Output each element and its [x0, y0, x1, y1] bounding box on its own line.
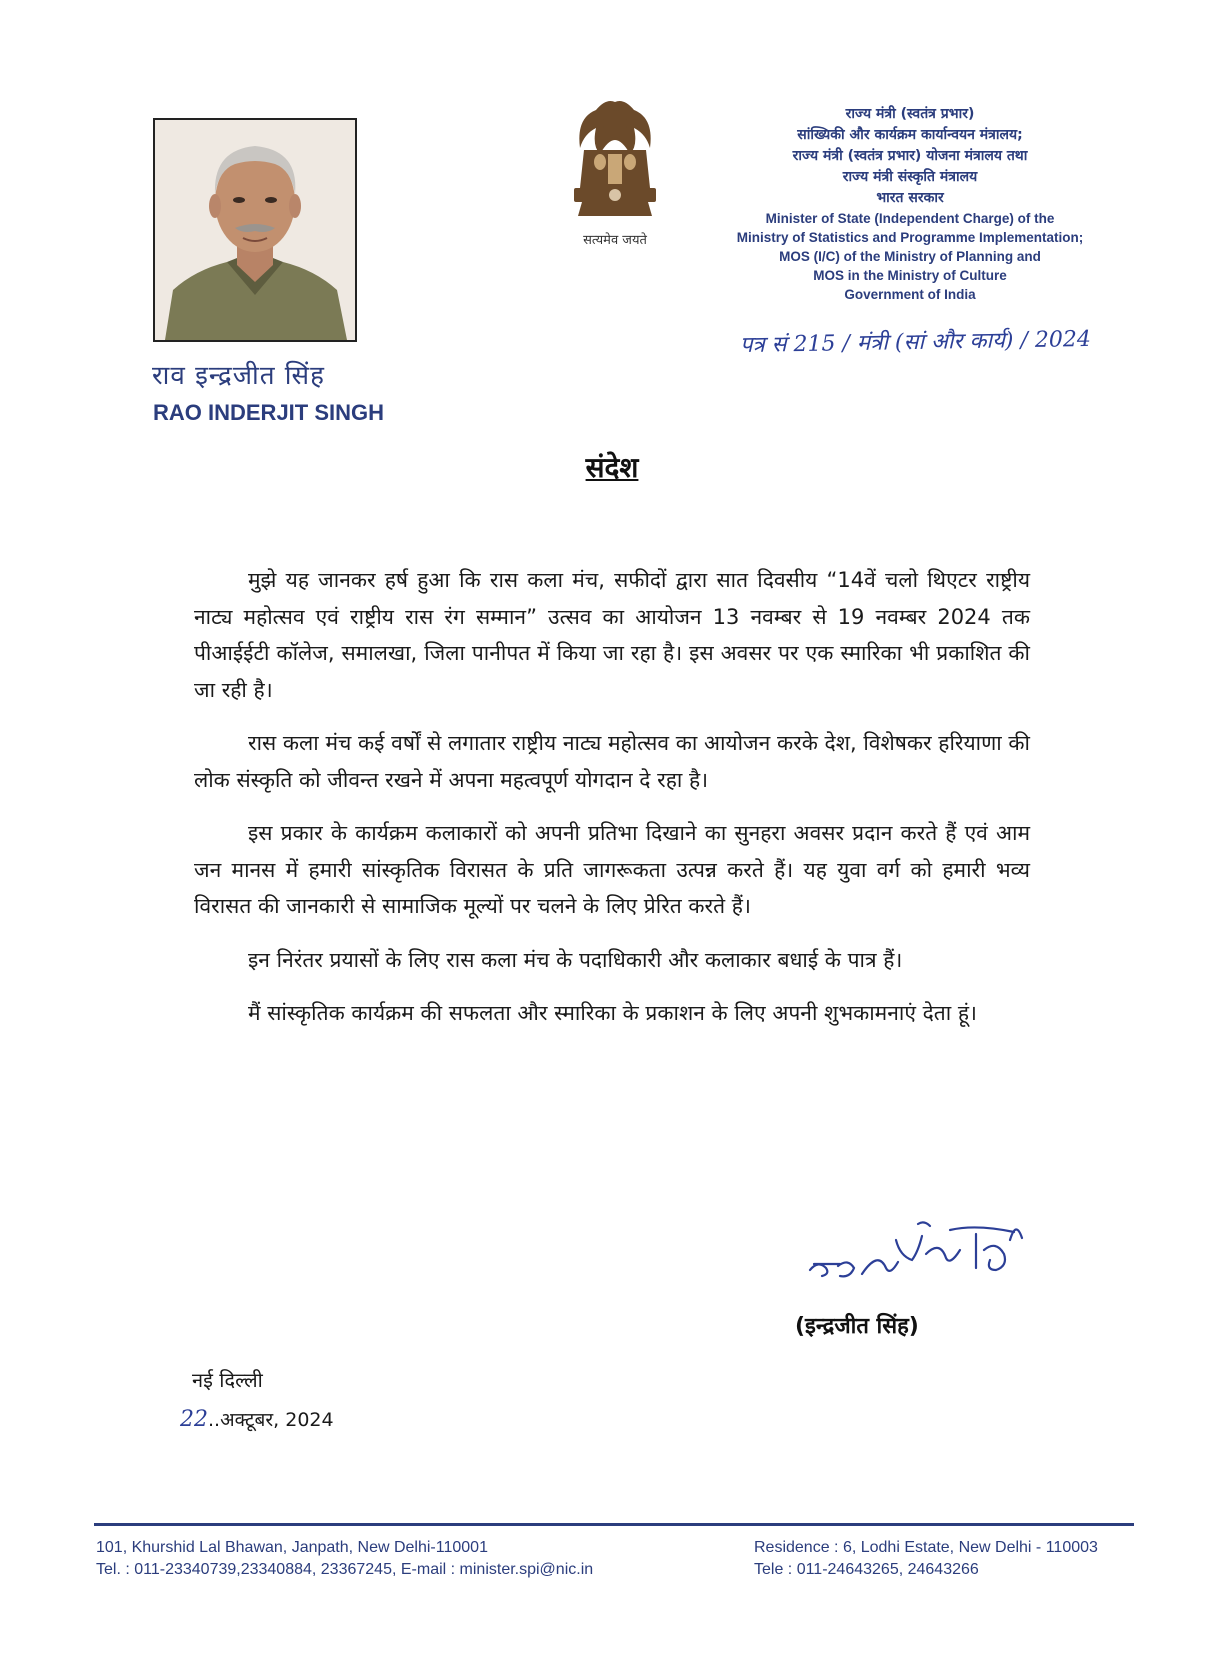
office-hindi-line: सांख्यिकी और कार्यक्रम कार्यान्वयन मंत्रालय;: [797, 127, 1023, 143]
letter-date: [180, 1406, 334, 1432]
date-month-year: ..अक्टूबर, 2024: [208, 1409, 334, 1431]
signatory-name: (इन्द्रजीत सिंह): [795, 1314, 919, 1339]
letter-heading: संदेश: [585, 451, 639, 484]
office-hindi-line: भारत सरकार: [876, 190, 944, 206]
office-hindi-line: राज्य मंत्री (स्वतंत्र प्रभार): [845, 106, 975, 122]
residence-address-line: Residence : 6, Lodhi Estate, New Delhi - 110003: [754, 1539, 1098, 1556]
portrait-image: [155, 120, 355, 340]
residence-address: [754, 1537, 1098, 1581]
national-emblem-icon: [560, 88, 670, 248]
office-english-line: Minister of State (Independent Charge) of the: [765, 211, 1055, 226]
office-english-line: MOS (I/C) of the Ministry of Planning and: [779, 249, 1041, 264]
office-address-line: 101, Khurshid Lal Bhawan, Janpath, New Delhi-110001: [96, 1539, 488, 1556]
letter-body: [194, 562, 1030, 1049]
body-paragraph: मुझे यह जानकर हर्ष हुआ कि रास कला मंच, सफीदों द्वारा सात दिवसीय “14वें चलो थिएटर राष्ट्रीय नाट्य महोत्सव एवं राष्ट्रीय रास रंग सम्मान” उत्सव का आयोजन 13 नवम्बर से 19 नवम्बर 2024 तक पीआईईटी कॉलेज, समालखा, जिला पानीपत में किया जा रहा है। इस अवसर पर एक स्मारिका भी प्रकाशित की जा रही है।: [194, 568, 1030, 702]
body-paragraph: इन निरंतर प्रयासों के लिए रास कला मंच के पदाधिकारी और कलाकार बधाई के पात्र हैं।: [248, 947, 903, 972]
emblem-motto: सत्यमेव जयते: [583, 233, 647, 248]
office-english-line: MOS in the Ministry of Culture: [813, 268, 1007, 283]
body-paragraph: मैं सांस्कृतिक कार्यक्रम की सफलता और स्मारिका के प्रकाशन के लिए अपनी शुभकामनाएं देता हूं।: [248, 1001, 977, 1025]
minister-name-english: RAO INDERJIT SINGH: [153, 400, 385, 425]
office-english-line: Ministry of Statistics and Programme Implementation;: [736, 230, 1084, 245]
body-paragraph: रास कला मंच कई वर्षों से लगातार राष्ट्रीय नाट्य महोत्सव का आयोजन करके देश, विशेषकर हरियाणा की लोक संस्कृति को जीवन्त रखने में अपना महत्वपूर्ण योगदान दे रहा है।: [194, 731, 1030, 792]
office-address: [96, 1537, 593, 1581]
office-designation: [690, 104, 1130, 304]
handwritten-signature: [800, 1210, 1060, 1300]
office-hindi-line: राज्य मंत्री (स्वतंत्र प्रभार) योजना मंत्रालय तथा: [792, 148, 1028, 164]
body-paragraph: इस प्रकार के कार्यक्रम कलाकारों को अपनी प्रतिभा दिखाने का सुनहरा अवसर प्रदान करते हैं एवं आम जन मानस में हमारी सांस्कृतिक विरासत के प्रति जागरूकता उत्पन्न करते हैं। यह युवा वर्ग को हमारी भव्य विरासत की जानकारी से सामाजिक मूल्यों पर चलने के लिए प्रेरित करते हैं।: [194, 821, 1030, 918]
letter-place: नई दिल्ली: [192, 1368, 263, 1392]
office-english-line: Government of India: [844, 287, 976, 302]
letter-reference-number: पत्र सं 215 / मंत्री (सां और कार्य) / 2024: [739, 326, 1092, 359]
office-contact-line: Tel. : 011-23340739,23340884, 23367245, E-mail : minister.spi@nic.in: [96, 1561, 594, 1578]
date-day-handwritten: 22: [180, 1407, 208, 1432]
footer-divider: [94, 1523, 1134, 1526]
minister-photo: [153, 118, 357, 342]
residence-contact-line: Tele : 011-24643265, 24643266: [754, 1561, 979, 1578]
office-hindi-line: राज्य मंत्री संस्कृति मंत्रालय: [842, 169, 978, 185]
minister-name-hindi: राव इन्द्रजीत सिंह: [152, 361, 325, 391]
